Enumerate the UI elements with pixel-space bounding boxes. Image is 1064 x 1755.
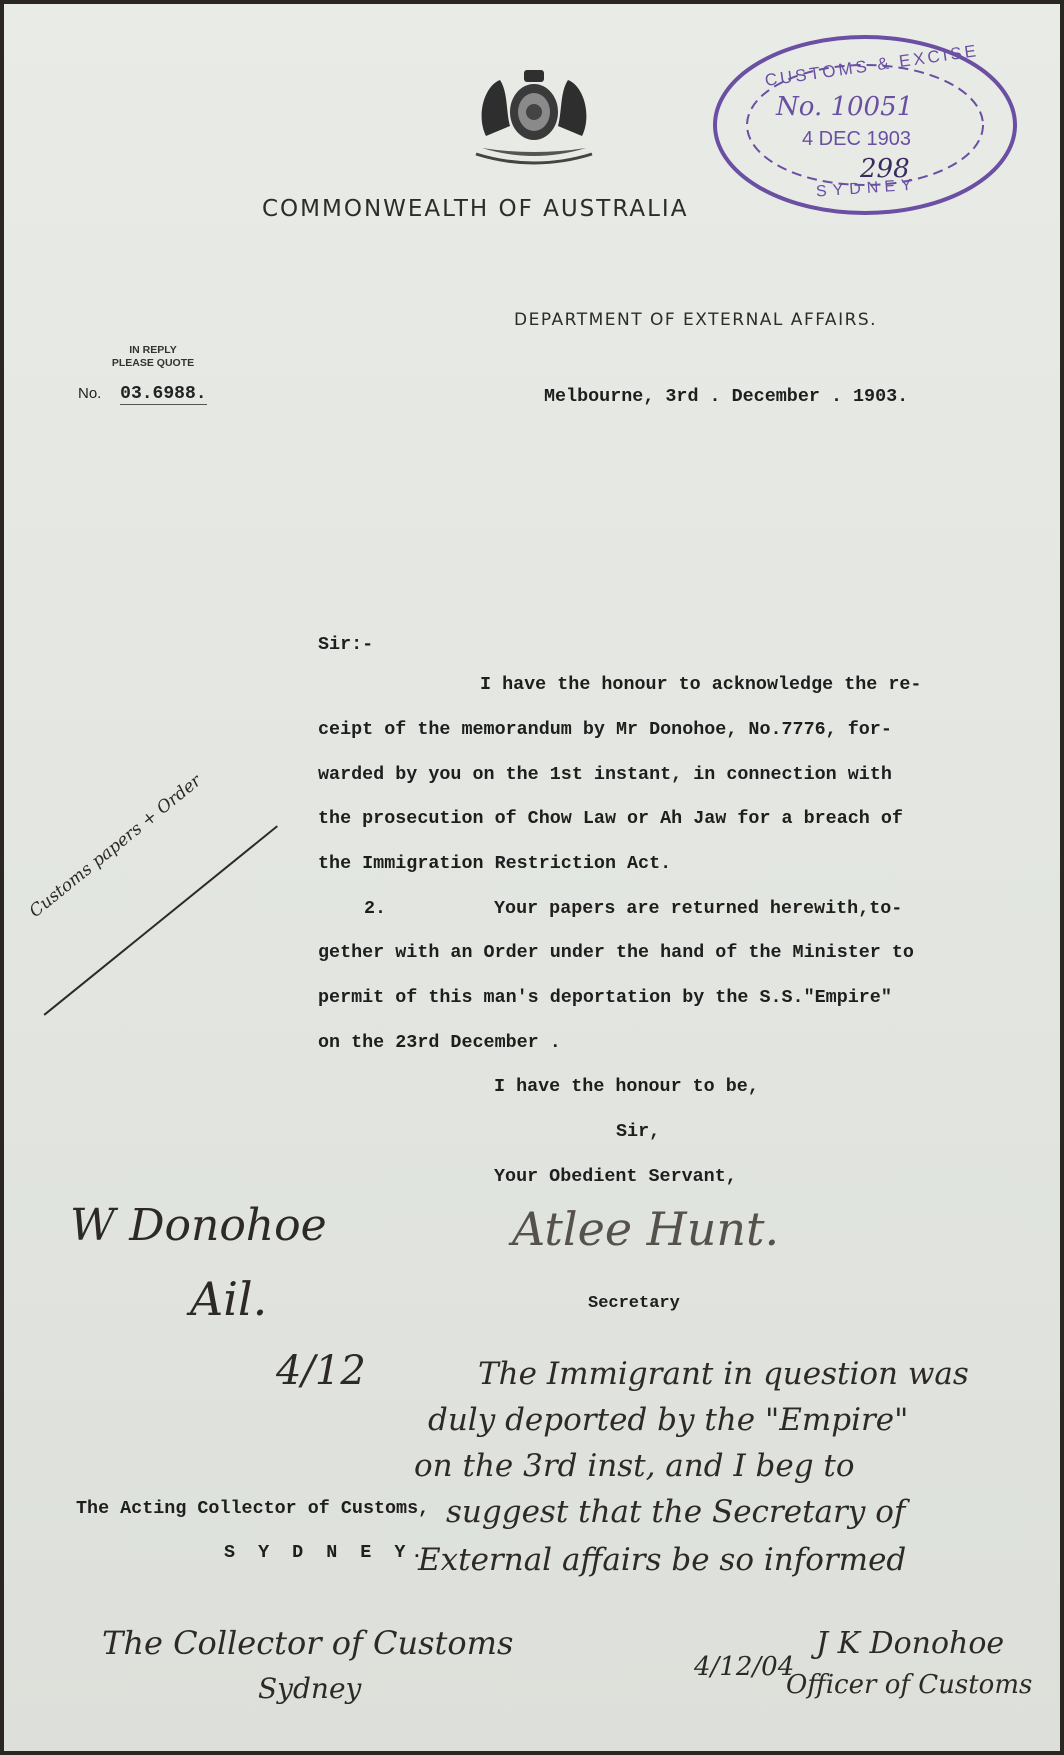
handwritten-officer-title: Officer of Customs xyxy=(786,1670,1033,1700)
reply-instruction xyxy=(88,344,218,370)
reference-value: 03.6988. xyxy=(120,384,207,404)
handwritten-addressee: The Collector of Customs xyxy=(102,1624,514,1662)
handwritten-note-line: suggest that the Secretary of xyxy=(446,1494,906,1530)
handwritten-note-line: The Immigrant in question was xyxy=(478,1356,969,1392)
stamp-top-text: CUSTOMS & EXCISE xyxy=(763,41,981,90)
addressee: The Acting Collector of Customs, xyxy=(76,1498,430,1519)
reply-label-1: IN REPLY xyxy=(129,344,177,356)
body-line: the prosecution of Chow Law or Ah Jaw for a breach of xyxy=(318,808,903,829)
body-line: on the 23rd December . xyxy=(318,1032,561,1053)
closing-line: I have the honour to be, xyxy=(494,1076,759,1097)
handwritten-note-line: on the 3rd inst, and I beg to xyxy=(414,1448,855,1484)
paragraph-number: 2. xyxy=(364,898,387,919)
signatory-title: Secretary xyxy=(588,1294,680,1313)
body-line: gether with an Order under the hand of the Minister to xyxy=(318,942,914,963)
reference-number xyxy=(78,384,207,404)
salutation: Sir:- xyxy=(318,634,374,655)
body-line: I have the honour to acknowledge the re- xyxy=(480,674,922,695)
addressee-city: S Y D N E Y. xyxy=(224,1542,429,1563)
stamp-extra-number: 298 xyxy=(860,154,910,184)
body-line: the Immigration Restriction Act. xyxy=(318,853,672,874)
stamp-number: No. 10051 xyxy=(776,92,914,122)
closing-line: Sir, xyxy=(616,1121,661,1142)
closing-line: Your Obedient Servant, xyxy=(494,1166,737,1187)
place-and-date: Melbourne, 3rd . December . 1903. xyxy=(544,386,909,407)
margin-note: Customs papers + Order xyxy=(25,770,206,922)
handwritten-officer-signature: J K Donohoe xyxy=(816,1626,1005,1661)
stamp-date: 4 DEC 1903 xyxy=(802,128,911,150)
handwritten-note-line: duly deported by the "Empire" xyxy=(428,1402,909,1438)
department-name: DEPARTMENT OF EXTERNAL AFFAIRS. xyxy=(514,310,878,330)
handwritten-footer-date: 4/12/04 xyxy=(694,1652,795,1682)
reference-label: No. xyxy=(78,385,102,402)
body-line: Your papers are returned herewith,to- xyxy=(494,898,903,919)
reply-label-2: PLEASE QUOTE xyxy=(111,357,195,369)
body-line: ceipt of the memorandum by Mr Donohoe, No.7776, for- xyxy=(318,719,892,740)
body-line: permit of this man's deportation by the S.S."Empire" xyxy=(318,987,892,1008)
handwritten-date: 4/12 xyxy=(276,1348,366,1394)
secretary-signature: Atlee Hunt. xyxy=(512,1202,780,1256)
handwritten-initials: Ail. xyxy=(190,1272,268,1326)
letterhead-country: COMMONWEALTH OF AUSTRALIA xyxy=(262,196,689,222)
margin-underline xyxy=(44,825,278,1015)
body-line: warded by you on the 1st instant, in connection with xyxy=(318,764,892,785)
handwritten-note-line: External affairs be so informed xyxy=(418,1542,907,1578)
letter-page xyxy=(4,4,1060,1751)
handwritten-initials: W Donohoe xyxy=(70,1200,327,1251)
handwritten-addressee-city: Sydney xyxy=(258,1672,362,1705)
stamp-bottom-text: SYDNEY xyxy=(815,176,919,201)
coat-of-arms-emblem xyxy=(456,56,612,168)
